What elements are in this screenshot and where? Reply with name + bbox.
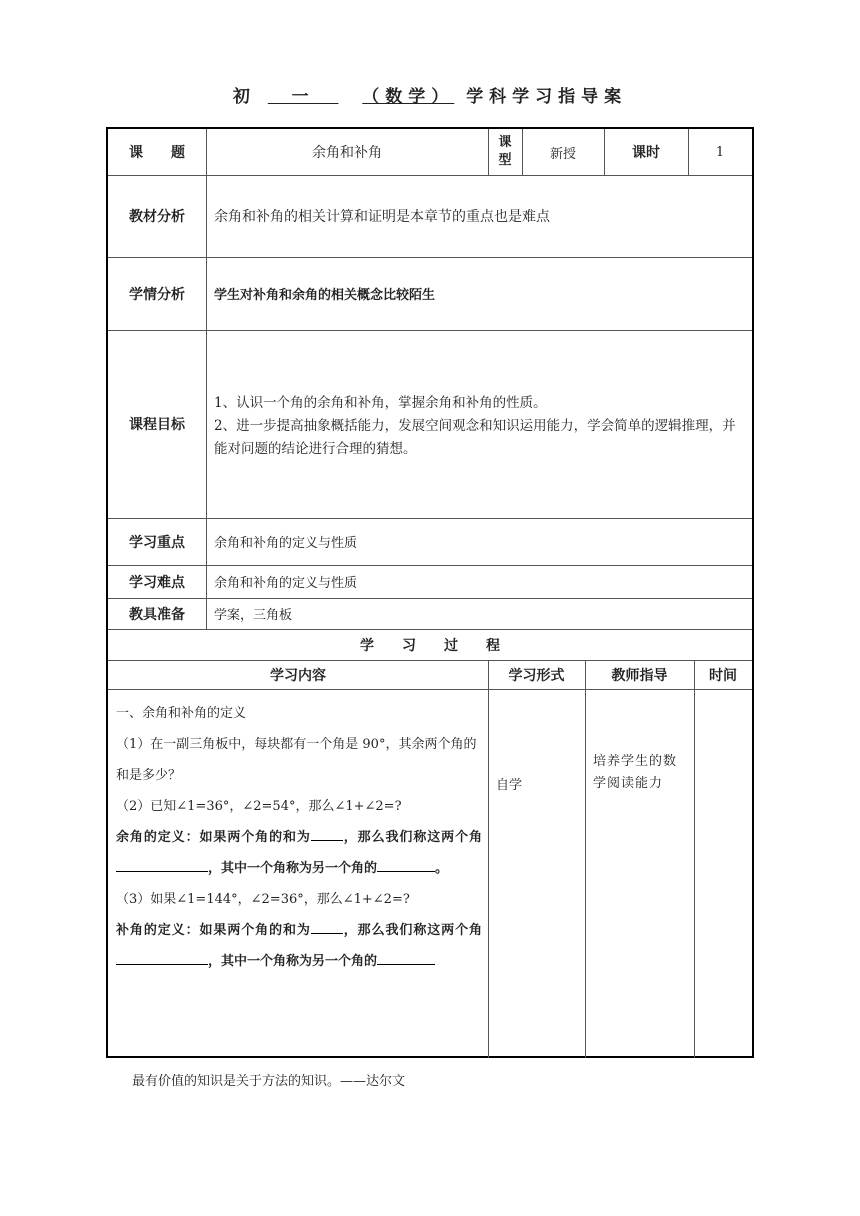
- complement-definition: 余角的定义：如果两个角的和为 ，那么我们称这两个角，其中一个角称为另一个角的 。: [116, 822, 482, 884]
- process-title: 学 习 过 程: [360, 637, 500, 654]
- answer-blank[interactable]: [311, 826, 343, 841]
- goal-line-2: 2、进一步提高抽象概括能力，发展空间观念和知识运用能力，学会简单的逻辑推理，并能对问题的结论进行合理的猜想。: [214, 418, 736, 457]
- key-value: 余角和补角的定义与性质: [214, 536, 358, 551]
- goal-line-1: 1、认识一个角的余角和补角，掌握余角和补角的性质。: [214, 395, 547, 411]
- goal-label: 课程目标: [129, 417, 185, 433]
- tools-value: 学案，三角板: [214, 608, 293, 623]
- question-2: （2）已知∠1=36°，∠2=54°，那么∠1+∠2=?: [116, 799, 402, 814]
- difficulty-value: 余角和补角的定义与性质: [214, 576, 358, 591]
- section-heading: 一、余角和补角的定义: [116, 706, 247, 721]
- learning-content: [108, 690, 488, 1058]
- type-value: 新授: [549, 146, 576, 162]
- student-label: 学情分析: [129, 286, 185, 303]
- page-title: [0, 82, 860, 107]
- col-form-header: 学习形式: [508, 667, 565, 684]
- material-label: 教材分析: [129, 209, 185, 225]
- period-label: 课时: [632, 145, 660, 161]
- col-content-header: 学习内容: [270, 667, 326, 684]
- guide-table: [106, 127, 754, 1058]
- question-1: （1）在一副三角板中，每块都有一个角是 90°，其余两个角的和是多少？: [116, 737, 477, 783]
- teacher-guide-value: 培养学生的数学阅读能力: [593, 754, 678, 791]
- answer-blank[interactable]: [377, 950, 435, 965]
- material-value: 余角和补角的相关计算和证明是本章节的重点也是难点: [214, 209, 550, 225]
- period-value: 1: [715, 144, 725, 160]
- student-value: 学生对补角和余角的相关概念比较陌生: [214, 288, 436, 303]
- title-subject: （数学）: [362, 87, 455, 107]
- answer-blank[interactable]: [116, 950, 208, 965]
- learning-form-value: 自学: [496, 778, 523, 793]
- supplement-definition: 补角的定义：如果两个角的和为 ，那么我们称这两个角，其中一个角称为另一个角的: [116, 915, 482, 977]
- answer-blank[interactable]: [311, 919, 343, 934]
- topic-label: 课 题: [129, 145, 185, 161]
- answer-blank[interactable]: [377, 857, 435, 872]
- title-suffix: 学科学习指导案: [466, 87, 628, 107]
- goal-value: [206, 330, 752, 518]
- title-grade: 一: [291, 87, 315, 107]
- question-3: （3）如果∠1=144°，∠2=36°，那么∠1+∠2=?: [116, 892, 410, 907]
- col-guide-header: 教师指导: [611, 667, 668, 684]
- col-time-header: 时间: [709, 667, 737, 684]
- key-label: 学习重点: [129, 534, 185, 551]
- difficulty-label: 学习难点: [129, 574, 185, 591]
- title-prefix: 初: [232, 87, 256, 107]
- answer-blank[interactable]: [116, 857, 208, 872]
- topic-value: 余角和补角: [312, 145, 382, 161]
- footer-quote: 最有价值的知识是关于方法的知识。——达尔文: [132, 1074, 406, 1089]
- tools-label: 教具准备: [129, 606, 185, 623]
- type-label: 课型: [498, 135, 512, 168]
